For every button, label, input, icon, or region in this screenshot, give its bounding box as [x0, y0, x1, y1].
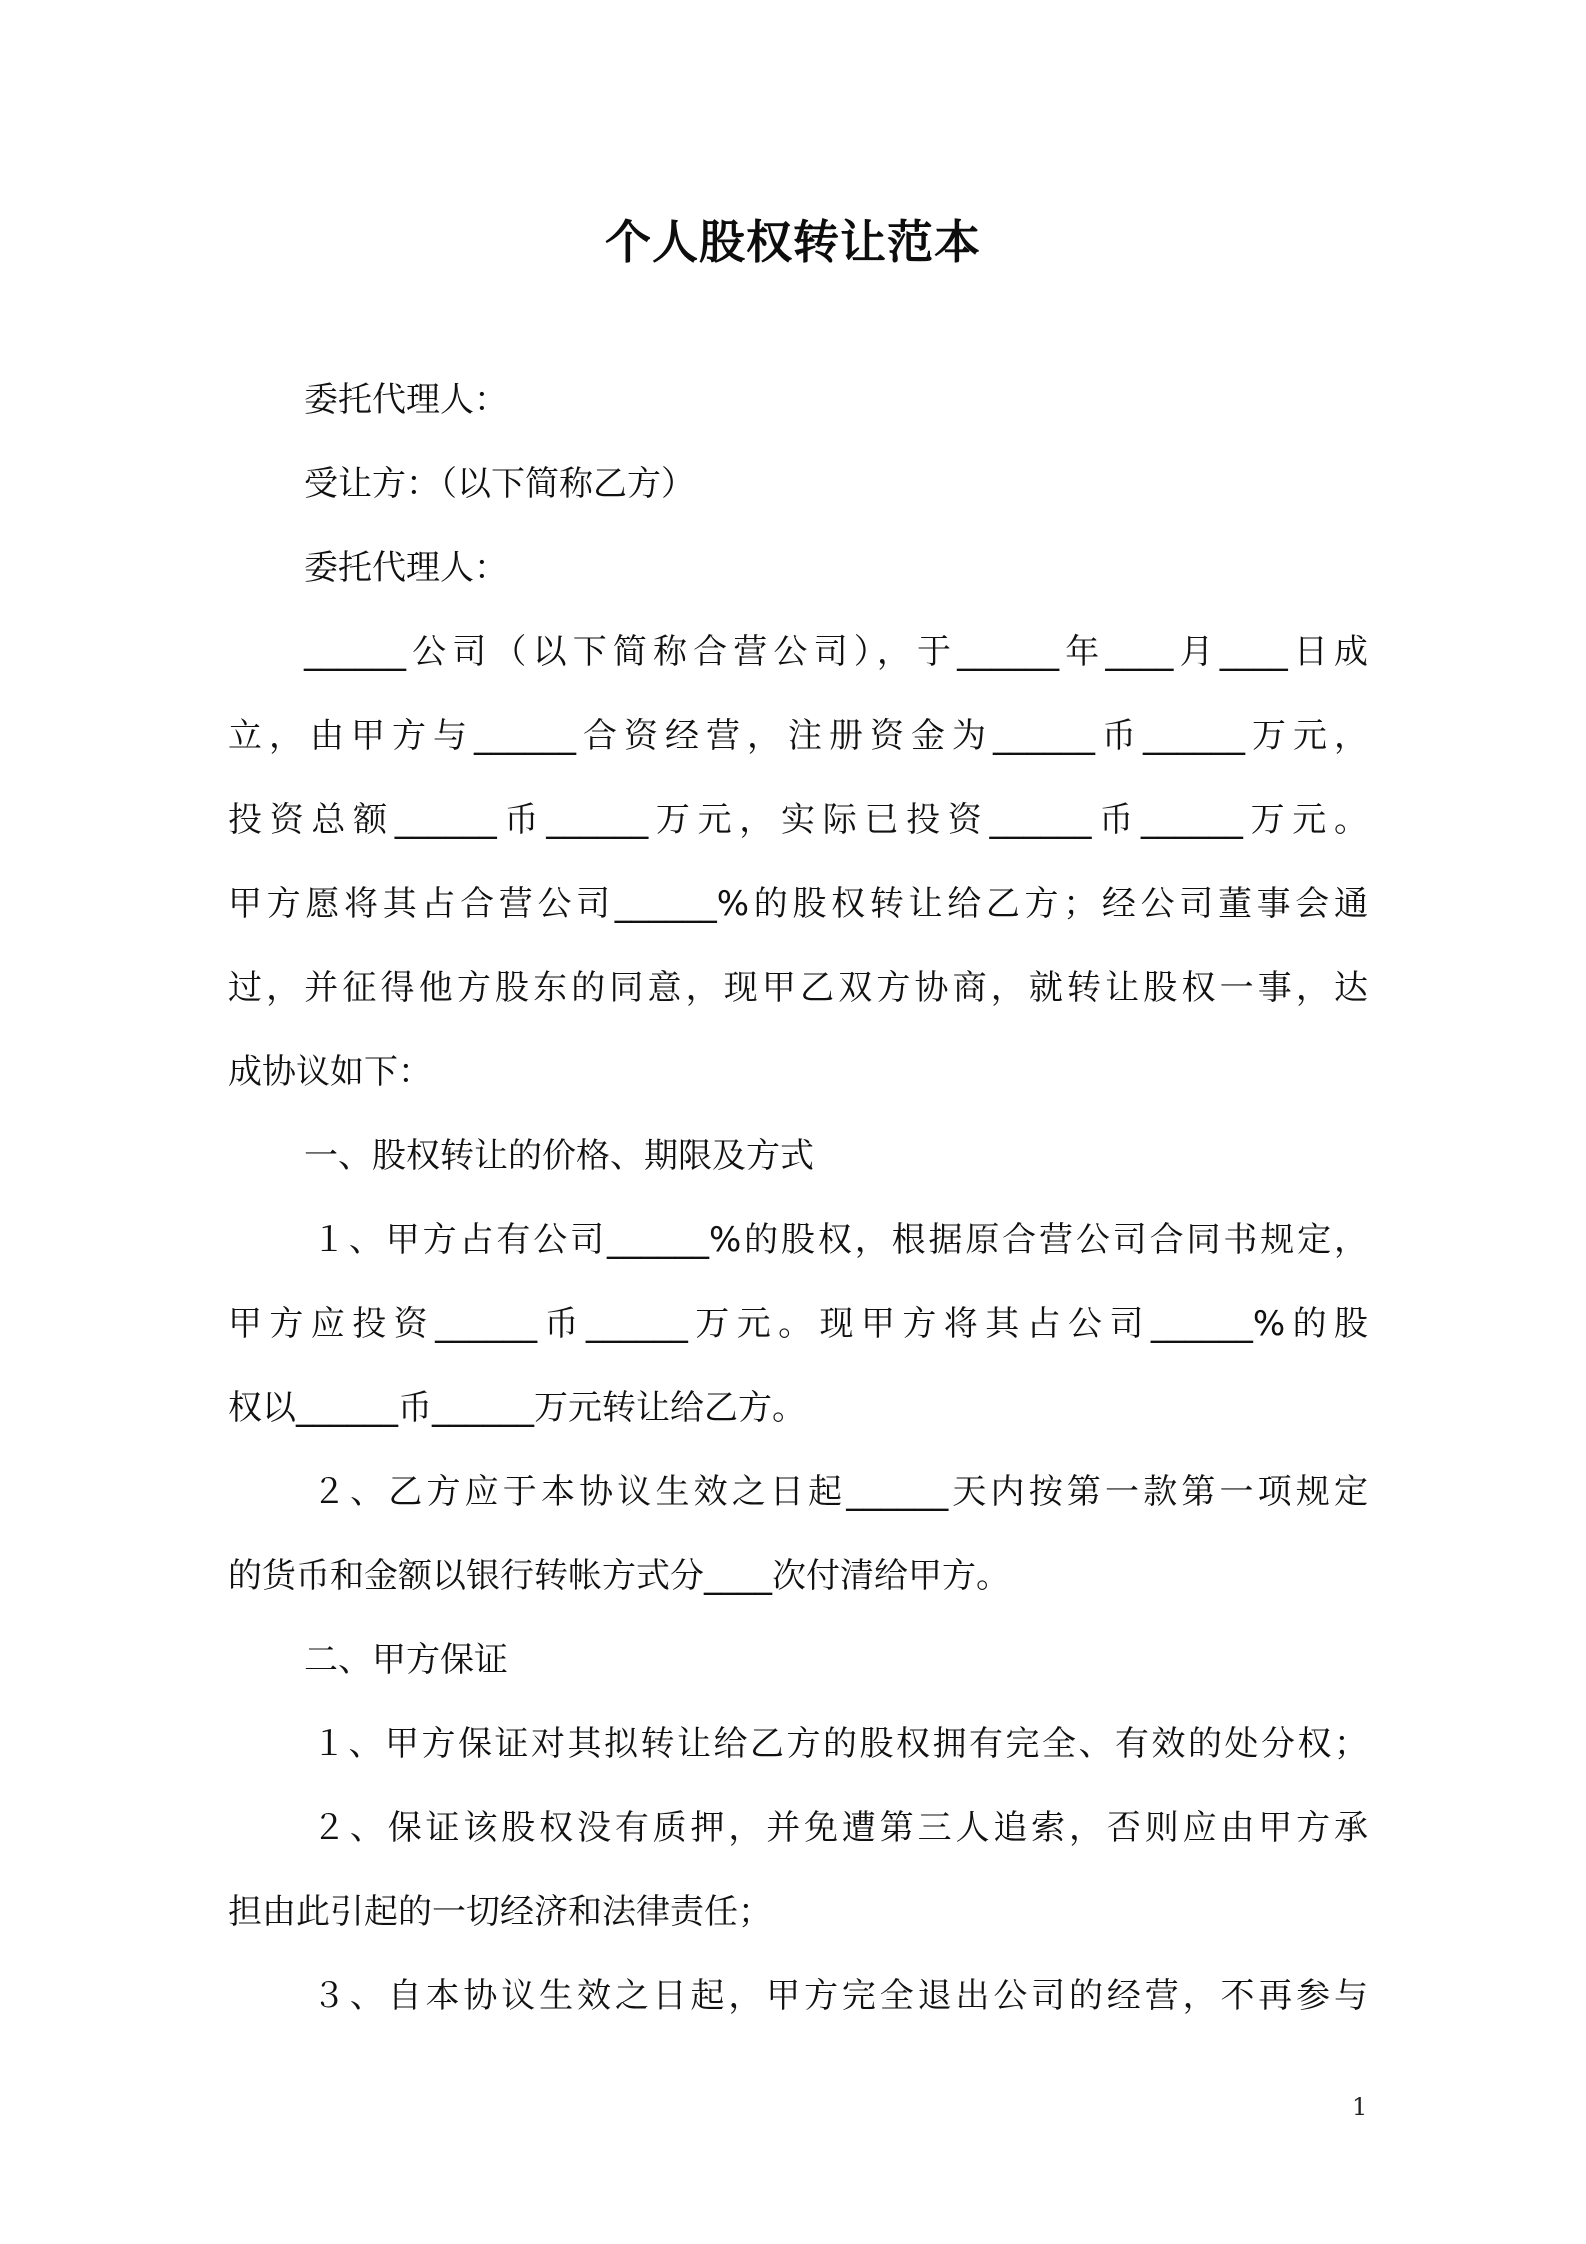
text-line: ______公司（以下简称合营公司），于______年____月____日成: [304, 632, 1368, 672]
text-line: １、甲方保证对其拟转让给乙方的股权拥有完全、有效的处分权；: [312, 1724, 1368, 1764]
text-line: 的货币和金额以银行转帐方式分____次付清给甲方。: [228, 1556, 1010, 1596]
document-title: 个人股权转让范本: [605, 215, 981, 269]
page-number: 1: [1352, 2093, 1368, 2121]
text-line: 甲方愿将其占合营公司______%的股权转让给乙方；经公司董事会通: [228, 884, 1368, 924]
text-line: 过，并征得他方股东的同意，现甲乙双方协商，就转让股权一事，达: [228, 968, 1368, 1008]
text-line: ２、保证该股权没有质押，并免遭第三人追索，否则应由甲方承: [312, 1808, 1368, 1848]
text-line: 投资总额______币______万元，实际已投资______币______万元。: [228, 800, 1368, 840]
text-line: 委托代理人：: [304, 548, 508, 588]
text-line: 受让方：（以下简称乙方）: [304, 464, 695, 504]
text-line: 立，由甲方与______合资经营，注册资金为______币______万元，: [228, 716, 1368, 756]
text-line: ２、乙方应于本协议生效之日起______天内按第一款第一项规定: [312, 1472, 1368, 1512]
document-body: [228, 358, 1368, 2038]
text-line: ３、自本协议生效之日起，甲方完全退出公司的经营，不再参与: [312, 1976, 1368, 2016]
text-line: 成协议如下：: [228, 1052, 432, 1092]
text-line: 甲方应投资______币______万元。现甲方将其占公司______%的股: [228, 1304, 1368, 1344]
text-line: 担由此引起的一切经济和法律责任；: [228, 1892, 772, 1932]
text-line: 委托代理人：: [304, 380, 508, 420]
section-heading: 一、股权转让的价格、期限及方式: [304, 1136, 814, 1176]
section-heading: 二、甲方保证: [304, 1640, 508, 1680]
text-line: １、甲方占有公司______%的股权，根据原合营公司合同书规定，: [312, 1220, 1368, 1260]
text-line: 权以______币______万元转让给乙方。: [228, 1388, 806, 1428]
